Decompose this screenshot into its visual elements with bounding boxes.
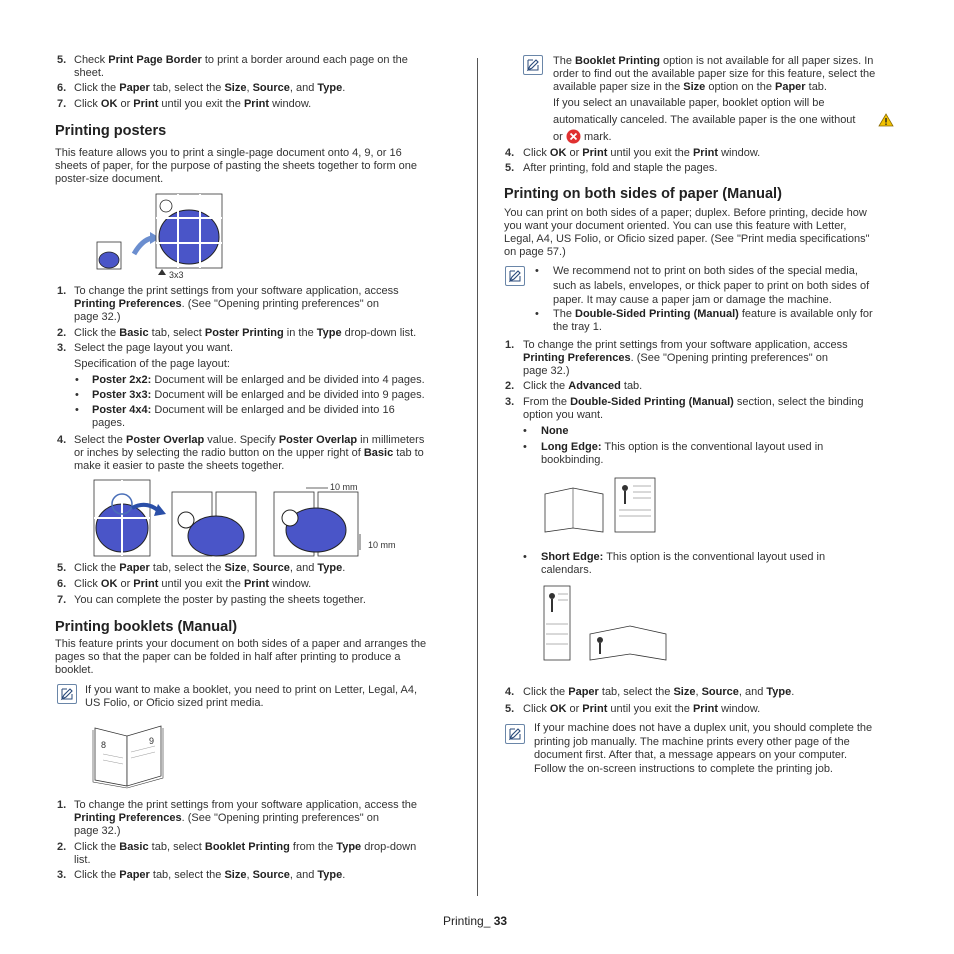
bullet-text: Poster 4x4: Document will be enlarged and be divided into 16 [92, 404, 395, 416]
option-text: calendars. [541, 564, 592, 576]
bullet-text: The Double-Sided Printing (Manual) feature is available only for [553, 308, 873, 320]
step-text: list. [74, 854, 91, 866]
option-text: Short Edge: This option is the conventional layout used in [541, 551, 826, 563]
step-text: Check Print Page Border to print a border around each page on the [74, 54, 408, 66]
step-number: 1. [57, 799, 67, 811]
step-number: 7. [57, 594, 67, 606]
step-text: Click OK or Print until you exit the Print window. [74, 98, 312, 110]
overlap-side-label: 10 mm [368, 540, 396, 550]
step-text: make it easier to paste the sheets together. [74, 460, 285, 472]
intro-line: sheets of paper, for the purpose of pasting the sheets together to form one [55, 160, 418, 172]
step-number: 3. [57, 342, 67, 354]
page-number: 33 [493, 914, 508, 928]
section-heading-duplex: Printing on both sides of paper (Manual) [504, 186, 782, 202]
overlap-top-label: 10 mm [330, 482, 358, 492]
section-heading-booklets: Printing booklets (Manual) [55, 619, 238, 635]
bullet-text: the tray 1. [553, 321, 602, 333]
intro-line: booklet. [55, 664, 94, 676]
bullet-text: paper. It may cause a paper jam or damage the machine. [553, 294, 832, 306]
step-number: 3. [505, 396, 515, 408]
bullet-dot: • [535, 265, 539, 277]
step-text: From the Double-Sided Printing (Manual) section, select the binding [523, 396, 864, 408]
booklet-page-right: 9 [149, 736, 155, 746]
bullet-dot: • [535, 308, 539, 320]
step-text: Printing Preferences. (See "Opening printing preferences" on [74, 298, 379, 310]
step-number: 1. [505, 339, 515, 351]
step-text: To change the print settings from your software application, access the [74, 799, 418, 811]
bullet-dot: • [523, 551, 527, 563]
step-text: sheet. [74, 67, 104, 79]
step-text: Select the Poster Overlap value. Specify Poster Overlap in millimeters [74, 434, 425, 446]
note-text: available paper size in the Size option on the Paper tab. [553, 81, 827, 93]
step-text: option you want. [523, 409, 604, 421]
step-text: Click the Basic tab, select Booklet Printing from the Type drop-down [74, 841, 417, 853]
step-number: 2. [57, 327, 67, 339]
step-text: Click the Paper tab, select the Size, Source, and Type. [74, 869, 346, 881]
note-text: mark. [584, 131, 612, 143]
step-text: You can complete the poster by pasting the sheets together. [74, 594, 366, 606]
intro-line: you want your document oriented. You can use this feature with Letter, [504, 220, 847, 232]
step-text: Select the page layout you want. [74, 342, 233, 354]
step-text: Printing Preferences. (See "Opening printing preferences" on [523, 352, 828, 364]
note-text: order to find out the available paper size for this feature, select the [553, 68, 876, 80]
step-number: 6. [57, 578, 67, 590]
step-text: To change the print settings from your software application, access [523, 339, 848, 351]
poster-size-label: 3x3 [169, 270, 184, 280]
step-text: page 32.) [523, 365, 570, 377]
note-text: The Booklet Printing option is not available for all paper sizes. In [553, 55, 874, 67]
bullet-dot: • [75, 404, 79, 416]
bullet-text: We recommend not to print on both sides of the special media, [553, 265, 858, 277]
step-text: or inches by selecting the radio button on the upper right of Basic tab to [74, 447, 424, 459]
note-text: document first. After that, a message appears on your computer. [534, 749, 848, 762]
step-number: 2. [57, 841, 67, 853]
footer-label: Printing_ [443, 914, 491, 928]
step-number: 4. [505, 686, 515, 698]
step-number: 1. [57, 285, 67, 297]
step-text: Click OK or Print until you exit the Print window. [523, 147, 761, 159]
note-text: Follow the on-screen instructions to complete the printing job. [534, 763, 833, 776]
note-icon [57, 684, 77, 704]
step-text: To change the print settings from your software application, access [74, 285, 399, 297]
note-icon [523, 55, 543, 75]
step-number: 4. [57, 434, 67, 446]
step-number: 5. [505, 703, 515, 715]
step-number: 5. [505, 162, 515, 174]
note-text: automatically canceled. The available paper is the one without [553, 114, 856, 126]
long-edge-figure [543, 476, 659, 534]
intro-line: This feature allows you to print a single-page document onto 4, 9, or 16 [55, 147, 402, 159]
section-heading-posters: Printing posters [55, 123, 167, 139]
bullet-text: such as labels, envelopes, or thick paper to print on both sides of [553, 279, 870, 292]
booklet-page-left: 8 [101, 740, 107, 750]
poster-3x3-figure [94, 192, 229, 282]
step-text: Click the Paper tab, select the Size, Source, and Type. [74, 562, 346, 574]
intro-line: on page 57.) [504, 246, 566, 258]
intro-line: You can print on both sides of a paper; duplex. Before printing, decide how [504, 207, 867, 219]
intro-line: This feature prints your document on both sides of a paper and arranges the [55, 638, 427, 650]
bullet-text: Poster 3x3: Document will be enlarged and be divided into 9 pages. [92, 389, 425, 401]
note-icon [505, 724, 525, 744]
intro-line: pages so that the paper can be folded in half after printing to produce a [55, 651, 401, 663]
short-edge-figure [542, 584, 668, 662]
warning-icon [878, 113, 894, 131]
poster-overlap-figure [92, 478, 404, 560]
option-text: None [541, 425, 569, 437]
step-text: Printing Preferences. (See "Opening printing preferences" on [74, 812, 379, 824]
step-text: page 32.) [74, 311, 121, 323]
intro-line: poster-size document. [55, 173, 164, 185]
step-number: 4. [505, 147, 515, 159]
column-divider [477, 58, 478, 896]
step-text: Click the Paper tab, select the Size, Source, and Type. [523, 686, 795, 698]
option-text: Long Edge: This option is the conventional layout used in [541, 441, 824, 453]
note-icon [505, 266, 525, 286]
step-number: 5. [57, 54, 67, 66]
step-text: After printing, fold and staple the pages. [523, 162, 718, 174]
bullet-dot: • [523, 441, 527, 453]
step-text: Click OK or Print until you exit the Print window. [523, 703, 761, 715]
booklet-figure [91, 722, 166, 790]
step-number: 3. [57, 869, 67, 881]
bullet-text: Poster 2x2: Document will be enlarged and be divided into 4 pages. [92, 374, 425, 386]
intro-line: Legal, A4, US Folio, or Oficio sized paper. (See "Print media specifications" [504, 233, 870, 245]
note-text: If you want to make a booklet, you need to print on Letter, Legal, A4, [85, 684, 418, 696]
option-text: bookbinding. [541, 454, 604, 466]
note-text: or [553, 131, 563, 143]
step-number: 7. [57, 98, 67, 110]
note-text: printing job manually. The machine prints every other page of the [534, 735, 850, 748]
note-text: US Folio, or Oficio sized print media. [85, 697, 264, 709]
bullet-dot: • [75, 389, 79, 401]
step-text: Click the Paper tab, select the Size, Source, and Type. [74, 82, 346, 94]
step-text: Click the Basic tab, select Poster Printing in the Type drop-down list. [74, 327, 417, 339]
step-number: 5. [57, 562, 67, 574]
error-x-icon [566, 129, 581, 148]
step-text: page 32.) [74, 825, 121, 837]
step-text: Click OK or Print until you exit the Print window. [74, 578, 312, 590]
step-text: Click the Advanced tab. [523, 380, 643, 392]
note-text: If you select an unavailable paper, booklet option will be [553, 97, 825, 109]
bullet-dot: • [523, 425, 527, 437]
note-text: If your machine does not have a duplex unit, you should complete the [534, 722, 873, 734]
bullet-text: pages. [92, 417, 126, 429]
page-footer [443, 915, 507, 928]
spec-text: Specification of the page layout: [74, 358, 230, 370]
step-number: 6. [57, 82, 67, 94]
bullet-dot: • [75, 374, 79, 386]
step-number: 2. [505, 380, 515, 392]
